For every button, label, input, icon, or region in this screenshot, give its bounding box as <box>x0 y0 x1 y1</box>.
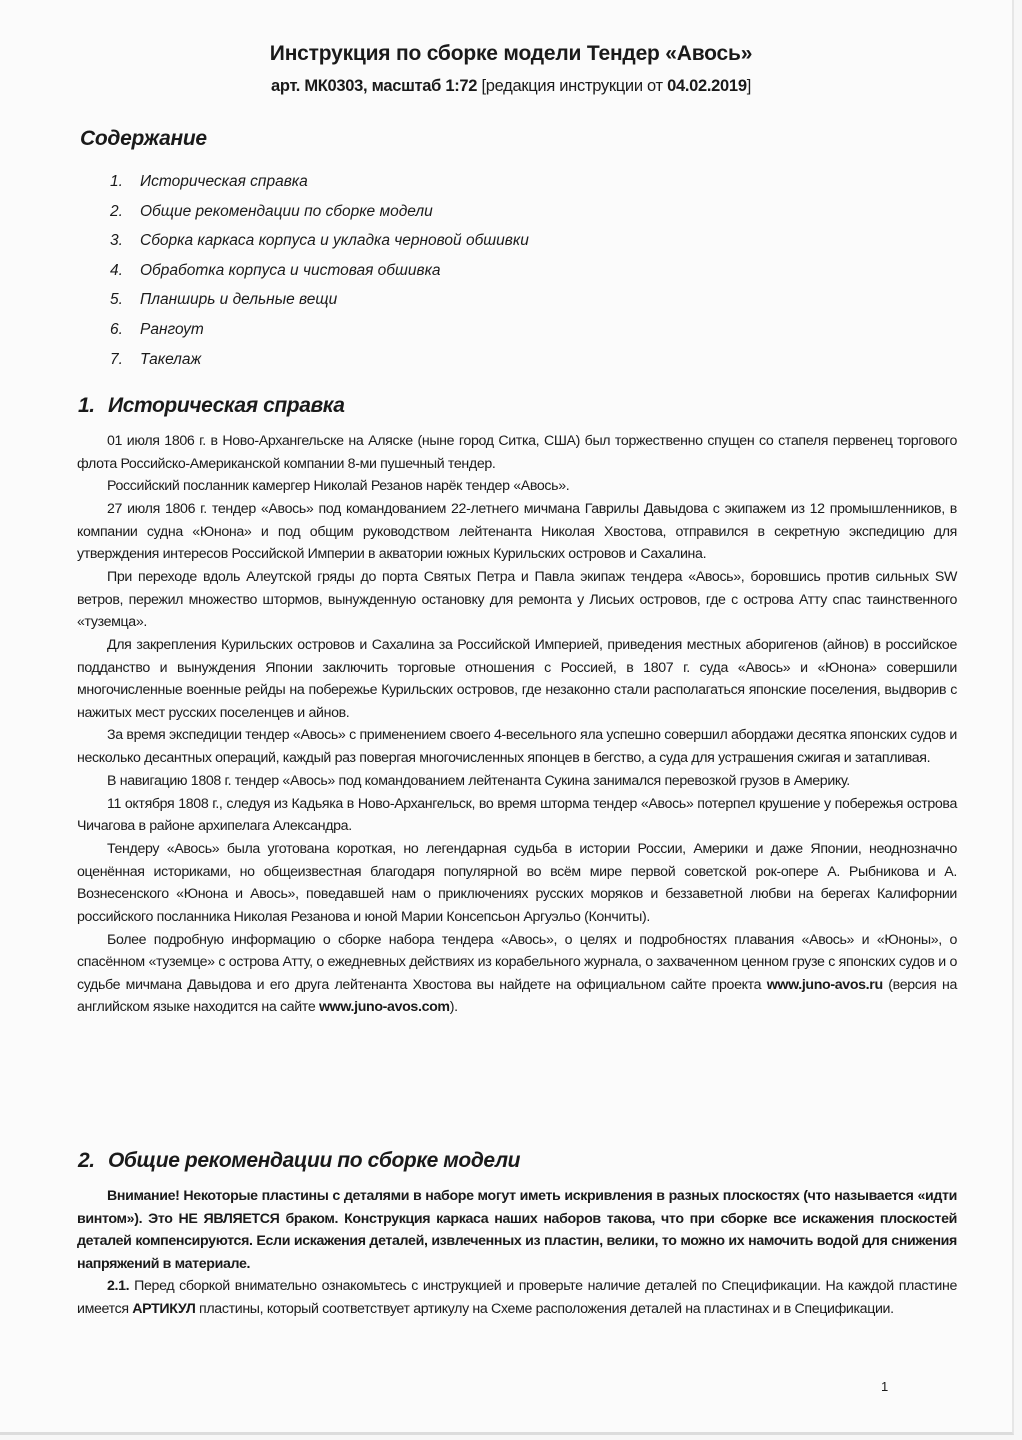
section-2-heading: 2. Общие рекомендации по сборке модели <box>78 1149 521 1172</box>
warning-paragraph: Внимание! Некоторые пластины с деталями в наборе могут иметь искривления в разных плоскостях (что называется «идти винтом»). Это НЕ ЯВЛЯЕТСЯ браком. Конструкция каркаса наших наборов такова, что при сборке все искажения плоскостей деталей компенсируются. Если искажения деталей, извлеченных из пластин, велики, то можно их намочить водой для снижения напряжений в материале. <box>77 1188 957 1272</box>
more-info-paragraph: Более подробную информацию о сборке набора тендера «Авось», о целях и подробностях плавания «Авось» и «Юноны», о спасённом «туземце» с острова Атту, о ежедневных действиях из корабельного журнала, о захваченном ценном грузе с японских судов и о судьбе мичмана Давыдова и его друга лейтенанта Хвостова вы найдете на официальном сайте проекта www.juno-avos.ru (версия на английском языке находится на сайте www.juno-avos.com). <box>77 931 957 1016</box>
paragraph: 11 октября 1808 г., следуя из Кадьяка в Ново-Архангельск, во время шторма тендер «Авось» потерпел крушение у побережья острова Чичагова в районе архипелага Александра. <box>77 795 957 835</box>
document-subtitle <box>0 77 1022 96</box>
revision-suffix: ] <box>746 77 751 95</box>
article-label: арт. МК0303, масштаб 1:72 <box>271 77 478 95</box>
paragraph: При переходе вдоль Алеутской гряды до порта Святых Петра и Павла экипаж тендера «Авось», боровшись против сильных SW ветров, пережил множество штормов, вынужденную остановку для ремонта у Лисьих островов, где с острова Атту спас таинственного «туземца». <box>77 569 957 631</box>
link-juno-avos-ru[interactable]: www.juno-avos.ru <box>766 976 883 993</box>
page-number: 1 <box>881 1379 889 1394</box>
paragraph: В навигацию 1808 г. тендер «Авось» под командованием лейтенанта Сукина занимался перевозкой грузов в Америку. <box>107 772 850 789</box>
section-2-body <box>77 1185 957 1321</box>
revision-date: 04.02.2019 <box>667 77 747 95</box>
toc-heading: Содержание <box>80 127 207 150</box>
paragraph: Для закрепления Курильских островов и Сахалина за Российской Империей, приведения местных аборигенов (айнов) в российское подданство и вынуждения Японии заключить торговые отношения с Россией, в 1807 г. суда «Авось» и «Юнона» совершили многочисленные военные рейды на побережье Курильских островов, где незаконно стали располагаться японские поселения, выдворив с нажитых мест русских поселенцев и айнов. <box>77 637 957 721</box>
toc-item[interactable]: 7. Такелаж <box>110 350 202 368</box>
toc-item[interactable]: 2. Общие рекомендации по сборке модели <box>110 202 433 220</box>
document-title: Инструкция по сборке модели Тендер «Авось» <box>269 42 753 65</box>
section-1-body <box>77 430 957 1019</box>
paragraph: 01 июля 1806 г. в Ново-Архангельске на Аляске (ныне город Ситка, США) был торжественно спущен со стапеля первенец торгового флота Российско-Американской компании 8-ми пушечный тендер. <box>77 433 957 472</box>
toc-item[interactable]: 6. Рангоут <box>110 320 204 338</box>
item-2-1-paragraph: 2.1. Перед сборкой внимательно ознакомьтесь с инструкцией и проверьте наличие деталей по Спецификации. На каждой пластине имеется АРТИКУЛ пластины, который соответствует артикулу на Схеме расположения деталей на пластинах и в Спецификации. <box>77 1278 957 1317</box>
paragraph: Российский посланник камергер Николай Резанов нарёк тендер «Авось». <box>107 478 570 495</box>
revision-prefix: [редакция инструкции от <box>481 77 663 95</box>
link-juno-avos-com[interactable]: www.juno-avos.com <box>319 999 450 1016</box>
toc-item[interactable]: 5. Планширь и дельные вещи <box>110 291 338 309</box>
toc-item[interactable]: 3. Сборка каркаса корпуса и укладка черновой обшивки <box>110 232 529 250</box>
table-of-contents <box>110 170 529 377</box>
paragraph: За время экспедиции тендер «Авось» с применением своего 4-весельного яла успешно совершил абордажи десятка японских судов и несколько десантных операций, каждый раз повергая многочисленных японцев в бегство, а суда для устрашения сжигая и затапливая. <box>77 727 957 766</box>
toc-item[interactable]: 4. Обработка корпуса и чистовая обшивка <box>110 261 441 279</box>
paragraph: 27 июля 1806 г. тендер «Авось» под командованием 22-летнего мичмана Гаврилы Давыдова с экипажем из 12 промышленников, в компании судна «Юнона» и под общим руководством лейтенанта Николая Хвостова, отправился в секретную экспедицию для утверждения интересов Российской Империи в акватории южных Курильских островов и Сахалина. <box>77 501 957 563</box>
toc-item[interactable]: 1. Историческая справка <box>110 173 308 190</box>
paragraph: Тендеру «Авось» была уготована короткая, но легендарная судьба в истории России, Америки и даже Японии, неоднозначно оценённая историками, но общеизвестная благодаря популярной во всём мире первой советской рок-опере А. Рыбникова и А. Вознесенского «Юнона и Авось», поведавшей нам о приключениях русских моряков и беззаветной любви на берегах Калифорнии российского посланника Николая Резанова и юной Марии Консепсьон Аргуэльо (Кончиты). <box>77 841 957 925</box>
section-1-heading: 1. Историческая справка <box>78 394 345 417</box>
